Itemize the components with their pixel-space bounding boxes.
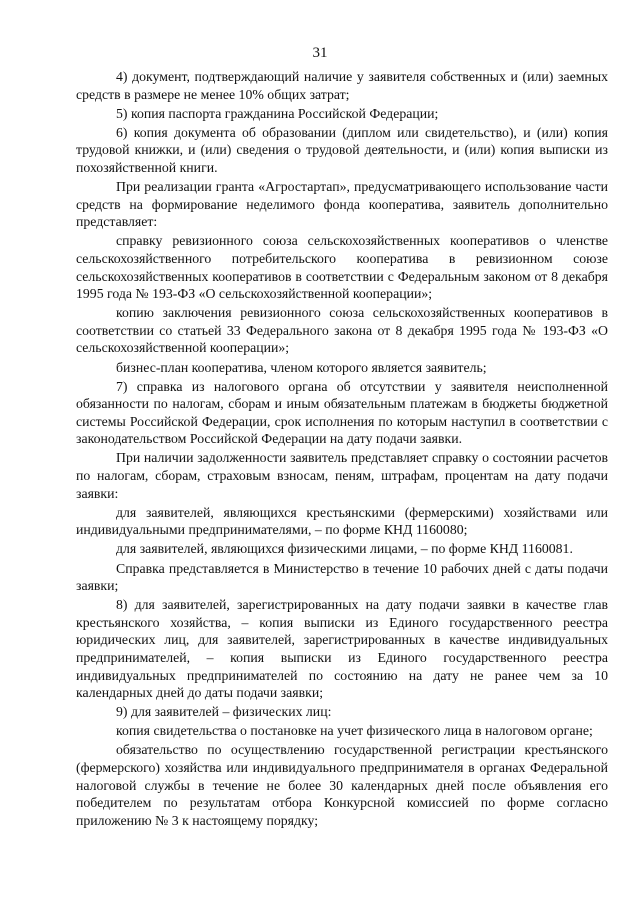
paragraph-item-8: 8) для заявителей, зарегистрированных на дату подачи заявки в качестве глав крестьянского хозяйства, – копия выписки из Единого государственного реестра юридических лиц, для заявителей, зарегистрированных в качестве индивидуальных предпринимателей, – копия выписки из Единого государственного реестра индивидуальных предпринимателей по состоянию на дату не ранее чем за 10 календарных дней до даты подачи заявки;	[76, 597, 608, 701]
paragraph-audit-union-conclusion: копию заключения ревизионного союза сельскохозяйственных кооперативов в соответствии со статьей 33 Федерального закона от 8 декабря 1995 года № 193-ФЗ «О сельскохозяйственной кооперации»;	[76, 305, 608, 356]
paragraph-item-6: 6) копия документа об образовании (диплом или свидетельство), и (или) копия трудовой книжки, и (или) сведения о трудовой деятельности, и (или) копия выписки из похозяйственной книги.	[76, 124, 608, 175]
paragraph-item-7: 7) справка из налогового органа об отсутствии у заявителя неисполненной обязанности по налогам, сборам и иным обязательным платежам в бюджеты бюджетной системы Российской Федерации, срок исполнения по которым наступил в соответствии с законодательством Российской Федерации на дату подачи заявки.	[76, 378, 608, 447]
paragraph-agrostartap-intro: При реализации гранта «Агростартап», предусматривающего использование части средств на формирование неделимого фонда кооператива, заявитель дополнительно представляет:	[76, 179, 608, 230]
paragraph-item-4: 4) документ, подтверждающий наличие у заявителя собственных и (или) заемных средств в размере не менее 10% общих затрат;	[76, 69, 608, 102]
paragraph-audit-union-certificate: справку ревизионного союза сельскохозяйственных кооперативов о членстве сельскохозяйственного потребительского кооператива в ревизионном союзе сельскохозяйственных кооперативов в соответствии с Федеральным законом от 8 декабря 1995 года № 193-ФЗ «О сельскохозяйственной кооперации»;	[76, 233, 608, 302]
paragraph-registration-obligation: обязательство по осуществлению государственной регистрации крестьянского (фермерского) хозяйства или индивидуального предпринимателя в органах Федеральной налоговой службы в течение не более 30 календарных дней после объявления его победителем по результатам отбора Конкурсной комиссией по форме согласно приложению № 3 к настоящему порядку;	[76, 742, 608, 828]
paragraph-debt-certificate: При наличии задолженности заявитель представляет справку о состоянии расчетов по налогам, сборам, страховым взносам, пеням, штрафам, процентам на дату подачи заявки:	[76, 450, 608, 501]
paragraph-item-9: 9) для заявителей – физических лиц:	[116, 704, 332, 720]
page-number: 31	[312, 45, 328, 61]
paragraph-tax-registration-copy: копия свидетельства о постановке на учет физического лица в налоговом органе;	[116, 723, 593, 739]
document-body	[76, 68, 608, 831]
paragraph-form-1160081: для заявителей, являющихся физическими лицами, – по форме КНД 1160081.	[116, 541, 573, 557]
paragraph-item-5: 5) копия паспорта гражданина Российской Федерации;	[116, 105, 439, 121]
paragraph-business-plan: бизнес-план кооператива, членом которого является заявитель;	[116, 359, 487, 375]
paragraph-certificate-deadline: Справка представляется в Министерство в течение 10 рабочих дней с даты подачи заявки;	[76, 560, 608, 594]
paragraph-form-1160080: для заявителей, являющихся крестьянскими (фермерскими) хозяйствами или индивидуальными предпринимателями, – по форме КНД 1160080;	[76, 504, 608, 538]
